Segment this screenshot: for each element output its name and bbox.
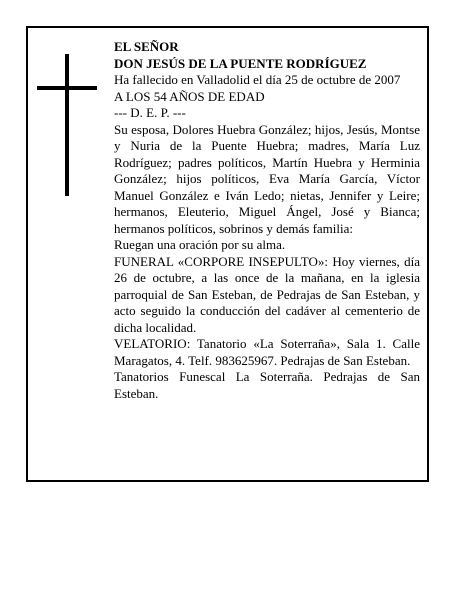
funeral-home-paragraph: Tanatorios Funescal La Soterraña. Pedrajas de San Esteban. xyxy=(114,369,420,401)
family-paragraph: Su esposa, Dolores Huebra González; hijos, Jesús, Montse y Nuria de la Puente Huebra; madres, María Luz Rodríguez; padres políticos, Martín Huebra y Herminia González; hijos políticos, Eva María García, Víctor Manuel González e Iván Ledo; nietas, Jennifer y Leire; hermanos, Eleuterio, Miguel Ángel, José y Bianca; hermanos políticos, sobrinos y demás familia: xyxy=(114,121,420,236)
death-line: Ha fallecido en Valladolid el día 25 de octubre de 2007 xyxy=(114,72,401,87)
cross-horizontal-bar xyxy=(37,86,97,90)
prayer-line: Ruegan una oración por su alma. xyxy=(114,237,286,252)
cross-icon xyxy=(37,54,97,196)
cross-vertical-bar xyxy=(65,54,69,196)
obituary-text xyxy=(114,39,420,402)
age-line: A LOS 54 AÑOS DE EDAD xyxy=(114,88,265,104)
title-line: EL SEÑOR xyxy=(114,39,179,54)
rip-line: --- D. E. P. --- xyxy=(114,105,186,120)
deceased-name: DON JESÚS DE LA PUENTE RODRÍGUEZ xyxy=(114,55,367,71)
funeral-paragraph: FUNERAL «CORPORE INSEPULTO»: Hoy viernes, día 26 de octubre, a las once de la mañana, en la iglesia parroquial de San Esteban, de Pedrajas de San Esteban, y acto seguido la conducción del cadáver al cementerio de dicha localidad. xyxy=(114,253,420,335)
wake-paragraph: VELATORIO: Tanatorio «La Soterraña», Sala 1. Calle Maragatos, 4. Telf. 983625967. Pedrajas de San Esteban. xyxy=(114,336,420,368)
